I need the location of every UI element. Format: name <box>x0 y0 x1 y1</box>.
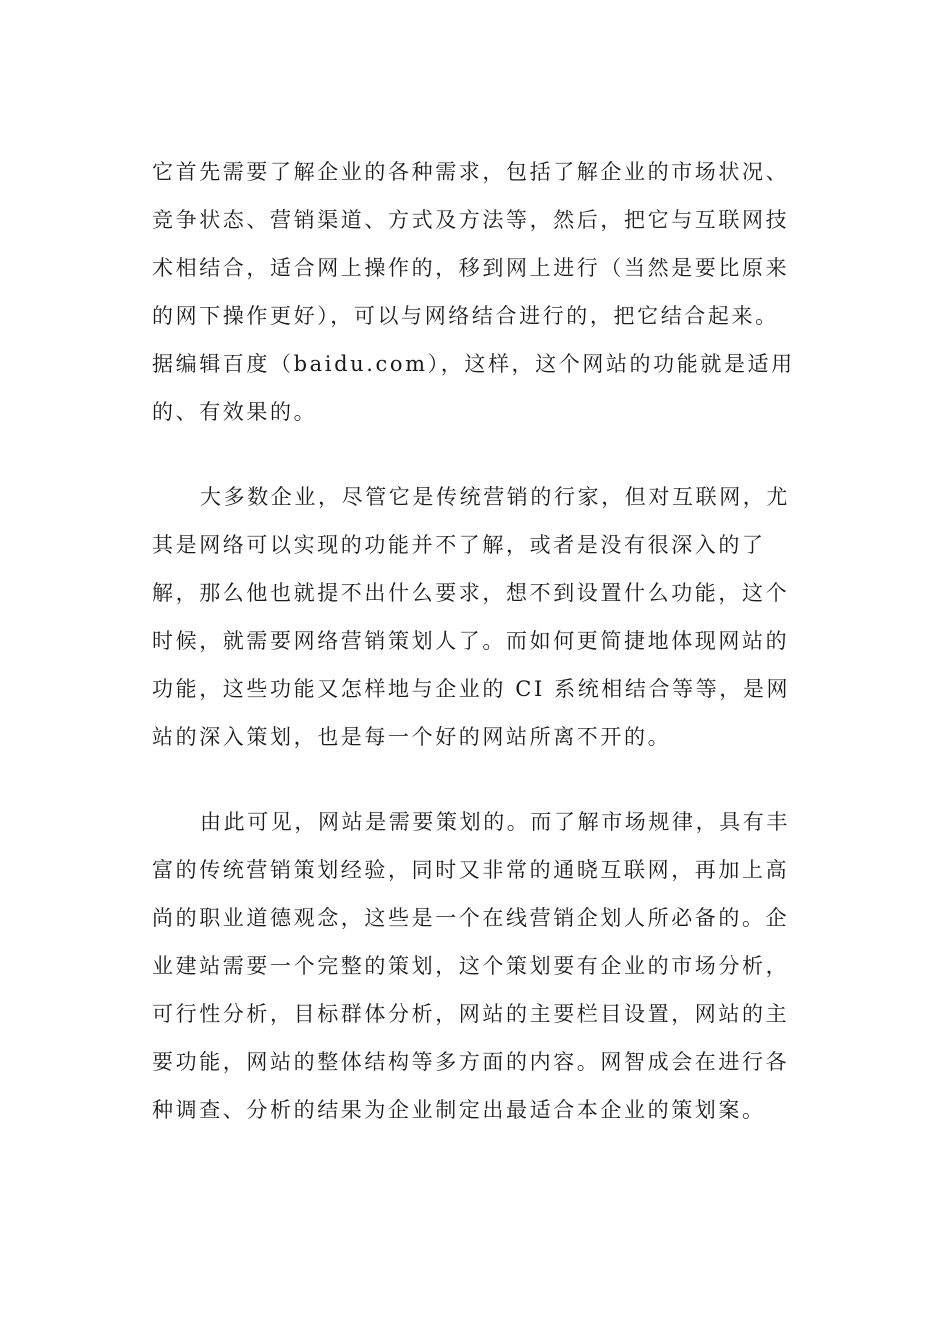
text-line: 解，那么他也就提不出什么要求，想不到设置什么功能，这个 <box>152 581 790 605</box>
paragraph-2 <box>152 473 800 761</box>
text-line: 的、有效果的。 <box>152 400 318 424</box>
text-line: 据编辑百度（baidu.com），这样，这个网站的功能就是适用 <box>152 352 795 376</box>
text-line: 种调查、分析的结果为企业制定出最适合本企业的策划案。 <box>152 1098 766 1122</box>
document-body <box>152 148 800 1134</box>
text-line: 要功能，网站的整体结构等多方面的内容。网智成会在进行各 <box>152 1050 790 1074</box>
text-line: 功能，这些功能又怎样地与企业的 CI 系统相结合等等，是网 <box>152 677 791 701</box>
text-line: 可行性分析，目标群体分析，网站的主要栏目设置，网站的主 <box>152 1002 790 1026</box>
paragraph-3 <box>152 798 800 1134</box>
text-line: 它首先需要了解企业的各种需求，包括了解企业的市场状况、 <box>152 160 790 184</box>
text-line: 术相结合，适合网上操作的，移到网上进行（当然是要比原来 <box>152 256 790 280</box>
text-line: 尚的职业道德观念，这些是一个在线营销企划人所必备的。企 <box>152 906 790 930</box>
text-line: 由此可见，网站是需要策划的。而了解市场规律，具有丰 <box>200 810 790 834</box>
paragraph-1 <box>152 148 800 436</box>
text-line: 其是网络可以实现的功能并不了解，或者是没有很深入的了 <box>152 533 766 557</box>
text-line: 竞争状态、营销渠道、方式及方法等，然后，把它与互联网技 <box>152 208 790 232</box>
text-line: 大多数企业，尽管它是传统营销的行家，但对互联网，尤 <box>200 485 790 509</box>
text-line: 时候，就需要网络营销策划人了。而如何更简捷地体现网站的 <box>152 629 790 653</box>
text-line: 富的传统营销策划经验，同时又非常的通晓互联网，再加上高 <box>152 858 790 882</box>
text-line: 站的深入策划，也是每一个好的网站所离不开的。 <box>152 725 672 749</box>
text-line: 的网下操作更好），可以与网络结合进行的，把它结合起来。 <box>152 304 779 328</box>
text-line: 业建站需要一个完整的策划，这个策划要有企业的市场分析， <box>152 954 790 978</box>
